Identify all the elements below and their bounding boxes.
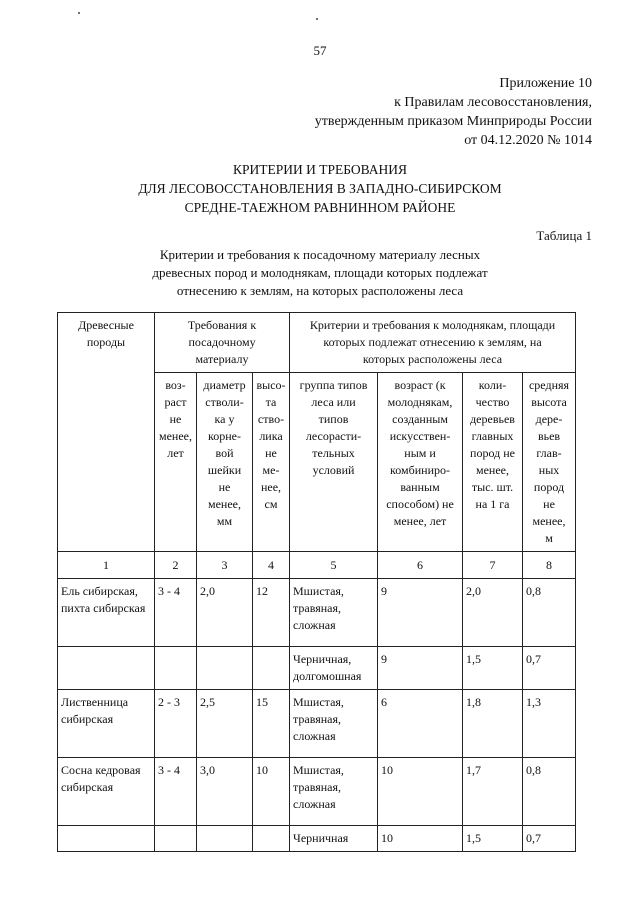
table-caption — [0, 246, 640, 300]
column-number: 6 — [378, 552, 463, 579]
forest-type-cell: Черничная, долгомошная — [290, 647, 378, 690]
heading-line: СРЕДНЕ-ТАЕЖНОМ РАВНИННОМ РАЙОНЕ — [184, 200, 456, 215]
empty-cell — [197, 647, 253, 690]
forest-type-cell: Черничная — [290, 826, 378, 852]
age-cell: 3 - 4 — [155, 579, 197, 647]
table-label: Таблица 1 — [536, 228, 592, 243]
subheader-age: воз- раст не менее, лет — [155, 373, 197, 552]
table-row — [58, 690, 576, 758]
table-row — [58, 758, 576, 826]
document-heading — [0, 160, 640, 217]
subheader-young-age: возраст (к молоднякам, созданным искусствен- ным и комбиниро- ванным способом) не менее, лет — [378, 373, 463, 552]
young-age-cell: 10 — [378, 826, 463, 852]
diameter-cell: 3,0 — [197, 758, 253, 826]
empty-cell — [197, 826, 253, 852]
table-row — [58, 579, 576, 647]
table-row — [58, 647, 576, 690]
subheader-avg-height: средняя высота дере- вьев глав- ных пород не менее, м — [523, 373, 576, 552]
avg-height-cell: 0,8 — [523, 758, 576, 826]
species-cell: Лиственница сибирская — [58, 690, 155, 758]
appendix-block — [315, 74, 592, 150]
avg-height-cell: 1,3 — [523, 690, 576, 758]
tree-count-cell: 1,5 — [463, 826, 523, 852]
page-number: 57 — [313, 43, 327, 58]
tree-count-cell: 1,8 — [463, 690, 523, 758]
caption-line: отнесению к землям, на которых расположены леса — [176, 283, 464, 298]
criteria-table — [57, 312, 576, 852]
species-cell: Сосна кедровая сибирская — [58, 758, 155, 826]
caption-line: Критерии и требования к посадочному материалу лесных — [159, 247, 481, 262]
header-row-top — [58, 313, 576, 373]
subheader-height: высо- та ство- лика не ме- нее, см — [253, 373, 290, 552]
height-cell: 15 — [253, 690, 290, 758]
column-number: 5 — [290, 552, 378, 579]
forest-type-cell: Мшистая, травяная, сложная — [290, 690, 378, 758]
empty-cell — [58, 826, 155, 852]
young-age-cell: 10 — [378, 758, 463, 826]
heading-line: КРИТЕРИИ И ТРЕБОВАНИЯ — [232, 162, 408, 177]
heading-line: ДЛЯ ЛЕСОВОССТАНОВЛЕНИЯ В ЗАПАДНО-СИБИРСКОМ — [138, 181, 502, 196]
empty-cell — [253, 826, 290, 852]
column-number: 3 — [197, 552, 253, 579]
appendix-line: от 04.12.2020 № 1014 — [464, 133, 592, 148]
young-age-cell: 9 — [378, 579, 463, 647]
header-planting-material: Требования к посадочному материалу — [155, 313, 290, 373]
scan-speck — [78, 12, 80, 14]
forest-type-cell: Мшистая, травяная, сложная — [290, 579, 378, 647]
appendix-line: утвержденным приказом Минприроды России — [314, 114, 592, 129]
diameter-cell: 2,5 — [197, 690, 253, 758]
column-number: 8 — [523, 552, 576, 579]
column-number: 2 — [155, 552, 197, 579]
avg-height-cell: 0,7 — [523, 647, 576, 690]
young-age-cell: 9 — [378, 647, 463, 690]
empty-cell — [155, 647, 197, 690]
column-number: 7 — [463, 552, 523, 579]
tree-count-cell: 1,7 — [463, 758, 523, 826]
height-cell: 10 — [253, 758, 290, 826]
empty-cell — [58, 647, 155, 690]
forest-type-cell: Мшистая, травяная, сложная — [290, 758, 378, 826]
age-cell: 2 - 3 — [155, 690, 197, 758]
subheader-tree-count: коли- чество деревьев главных пород не менее, тыс. шт. на 1 га — [463, 373, 523, 552]
column-number: 1 — [58, 552, 155, 579]
age-cell: 3 - 4 — [155, 758, 197, 826]
species-cell: Ель сибирская, пихта сибирская — [58, 579, 155, 647]
height-cell: 12 — [253, 579, 290, 647]
subheader-diameter: диаметр стволи- ка у корне- вой шейки не менее, мм — [197, 373, 253, 552]
empty-cell — [253, 647, 290, 690]
column-number-row — [58, 552, 576, 579]
column-number: 4 — [253, 552, 290, 579]
header-species: Древесные породы — [58, 313, 155, 552]
young-age-cell: 6 — [378, 690, 463, 758]
header-young-stands: Критерии и требования к молоднякам, площади которых подлежат отнесению к землям, на которых расположены леса — [290, 313, 576, 373]
scan-speck — [316, 18, 318, 20]
avg-height-cell: 0,7 — [523, 826, 576, 852]
caption-line: древесных пород и молоднякам, площади которых подлежат — [152, 265, 488, 280]
table-row — [58, 826, 576, 852]
avg-height-cell: 0,8 — [523, 579, 576, 647]
diameter-cell: 2,0 — [197, 579, 253, 647]
appendix-line: к Правилам лесовосстановления, — [394, 95, 592, 110]
appendix-line: Приложение 10 — [499, 76, 592, 91]
empty-cell — [155, 826, 197, 852]
tree-count-cell: 1,5 — [463, 647, 523, 690]
subheader-forest-type: группа типов леса или типов лесорасти- тельных условий — [290, 373, 378, 552]
tree-count-cell: 2,0 — [463, 579, 523, 647]
